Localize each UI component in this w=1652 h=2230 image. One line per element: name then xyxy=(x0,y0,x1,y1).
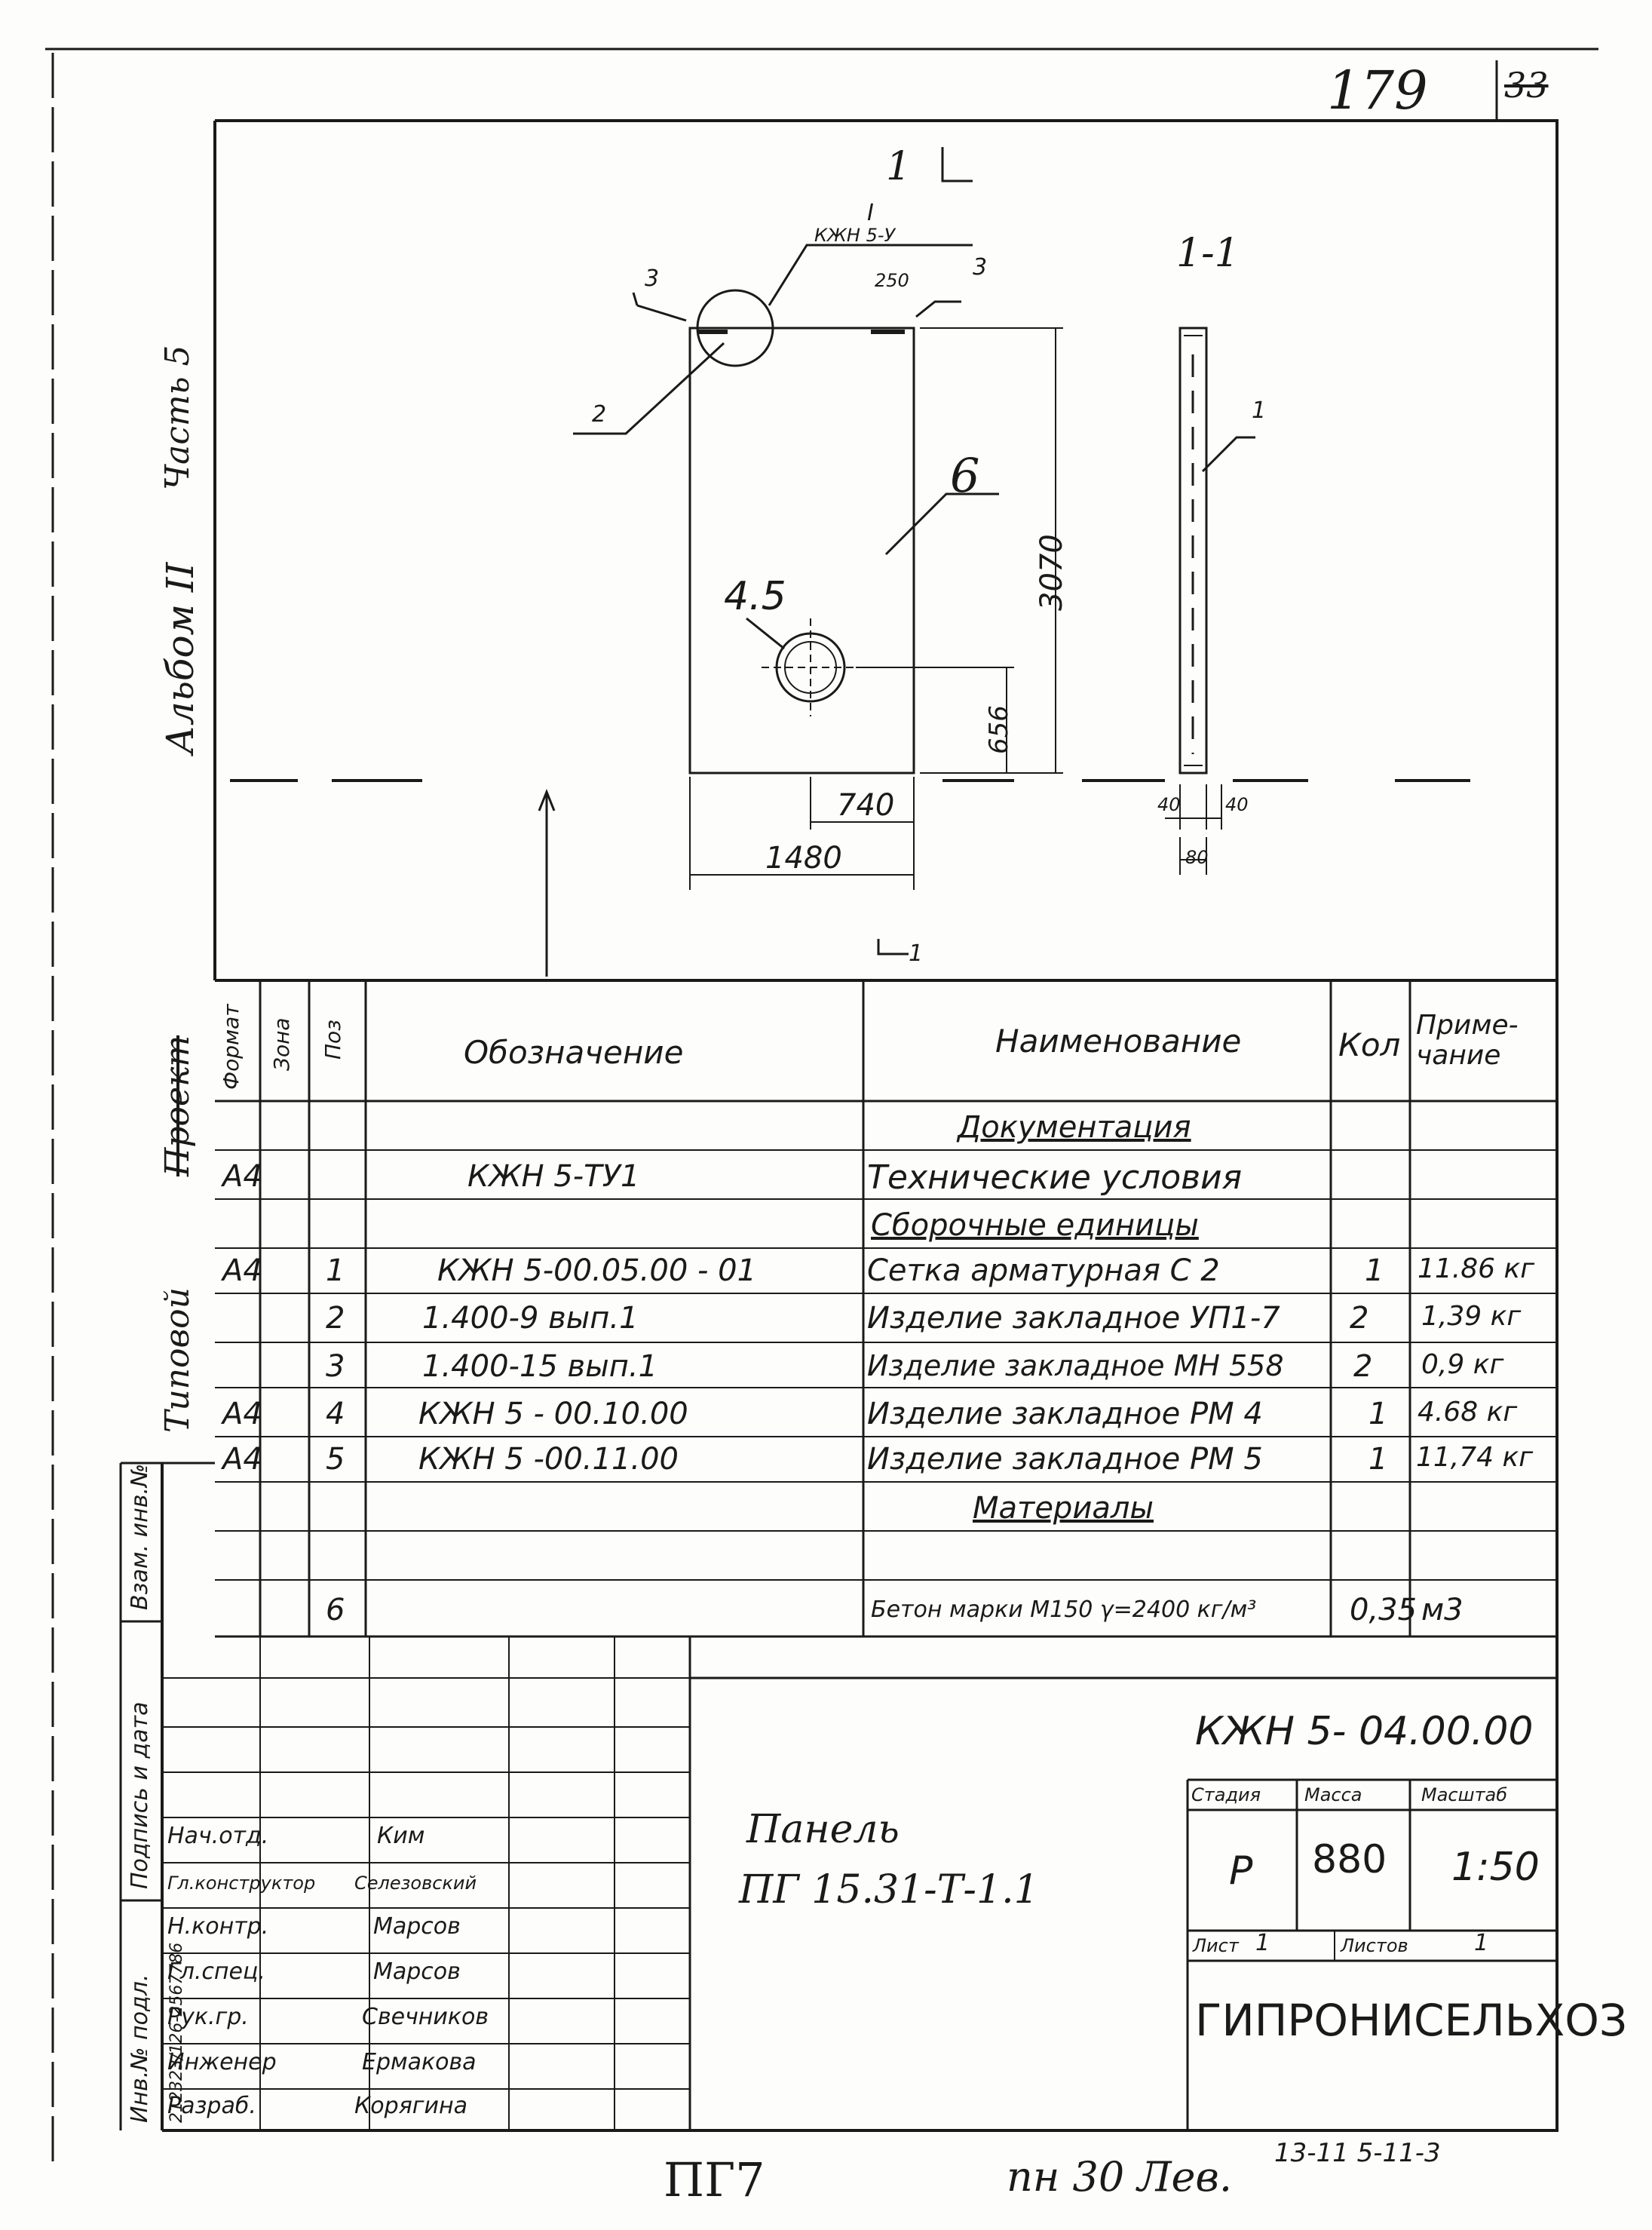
item-name-2: ПГ 15.31-Т-1.1 xyxy=(739,1867,1039,1913)
spec-row-note: м3 xyxy=(1421,1593,1464,1627)
spec-row-designation: КЖН 5-ТУ1 xyxy=(467,1159,640,1194)
dim-80: 80 xyxy=(1185,847,1209,868)
signature-name: Корягина xyxy=(354,2093,467,2119)
spec-row-note: 0,9 кг xyxy=(1421,1349,1504,1380)
spec-row-designation: 1.400-9 вып.1 xyxy=(422,1301,639,1336)
pos-2: 2 xyxy=(592,401,607,428)
pos-3-left: 3 xyxy=(645,265,660,292)
spec-row-pos: 5 xyxy=(326,1442,345,1477)
stamp-sign-label: Подпись и дата xyxy=(127,1701,153,1889)
spec-row-qty: 2 xyxy=(1353,1349,1373,1384)
dim-250: 250 xyxy=(875,270,909,291)
spec-row-section: Материалы xyxy=(973,1491,1154,1526)
scale-value: 1:50 xyxy=(1451,1845,1540,1890)
header-note: Приме-чание xyxy=(1416,1010,1519,1071)
sheet-value: 1 xyxy=(1255,1930,1270,1956)
header-pos: Поз xyxy=(320,1019,345,1060)
stamp-inv-label: Инв.№ подл. xyxy=(127,1974,153,2123)
bottom-code: ПГ7 xyxy=(664,2152,765,2207)
part-label: Часть 5 xyxy=(158,345,197,490)
dim-740: 740 xyxy=(837,788,895,823)
sheet-number: 179 xyxy=(1327,60,1428,121)
org-name: ГИПРОНИСЕЛЬХОЗ xyxy=(1195,1995,1628,2046)
signature-name: Свечников xyxy=(362,2004,489,2030)
spec-row-pos: 1 xyxy=(326,1253,345,1288)
pos-4-5: 4.5 xyxy=(724,574,786,619)
spec-row-pos: 4 xyxy=(326,1397,345,1431)
spec-row-pos: 3 xyxy=(326,1349,345,1384)
dim-40-right: 40 xyxy=(1225,794,1249,815)
project-label: Проект xyxy=(158,1035,197,1176)
section-label-bottom: 1 xyxy=(909,940,924,967)
scale-label: Масштаб xyxy=(1421,1784,1508,1805)
spec-row-name: Изделие закладное МН 558 xyxy=(867,1349,1284,1382)
sheets-value: 1 xyxy=(1474,1930,1489,1956)
spec-row-qty: 2 xyxy=(1350,1301,1369,1336)
pos-3-right: 3 xyxy=(973,254,988,281)
signature-role: Н.контр. xyxy=(167,1913,269,1940)
spec-row-note: 11.86 кг xyxy=(1418,1253,1535,1284)
stamp-inv-value: 212323/126-2567786 xyxy=(167,1942,186,2123)
item-name-1: Панель xyxy=(746,1807,900,1852)
mass-label: Масса xyxy=(1304,1784,1362,1805)
spec-row-qty: 0,35 xyxy=(1350,1593,1418,1627)
pos-1: 1 xyxy=(1252,397,1267,424)
node-ref: КЖН 5-У xyxy=(814,225,896,246)
spec-row-designation: КЖН 5 - 00.10.00 xyxy=(418,1397,688,1431)
spec-row-designation: КЖН 5-00.05.00 - 01 xyxy=(437,1253,757,1288)
sheet-number-old: 33 xyxy=(1504,65,1549,106)
typical-label: Типовой xyxy=(158,1287,197,1433)
spec-row-pos: 6 xyxy=(326,1593,345,1627)
header-designation: Обозначение xyxy=(464,1034,684,1071)
spec-row-section: Сборочные единицы xyxy=(871,1208,1199,1243)
header-format: Формат xyxy=(219,1004,244,1090)
signature-role: Рук.гр. xyxy=(167,2004,249,2030)
pos-6: 6 xyxy=(950,448,980,503)
spec-row-qty: 1 xyxy=(1368,1442,1388,1477)
spec-row-note: 4.68 кг xyxy=(1418,1397,1518,1428)
signature-role: Гл.конструктор xyxy=(167,1873,316,1894)
sheet-label: Лист xyxy=(1193,1935,1239,1956)
header-name: Наименование xyxy=(995,1023,1242,1060)
dim-40-left: 40 xyxy=(1157,794,1181,815)
mass-value: 880 xyxy=(1312,1837,1387,1882)
signature-name: Марсов xyxy=(373,1959,461,1985)
stamp-vzam-label: Взам. инв.№ xyxy=(127,1463,153,1610)
signature-name: Ким xyxy=(377,1823,425,1849)
header-zone: Зона xyxy=(269,1017,294,1071)
spec-row-format: А4 xyxy=(222,1253,262,1288)
signature-name: Селезовский xyxy=(354,1873,477,1894)
spec-row-format: А4 xyxy=(222,1159,262,1194)
stage-label: Стадия xyxy=(1191,1784,1261,1805)
spec-row-pos: 2 xyxy=(326,1301,345,1336)
spec-row-name: Изделие закладное УП1-7 xyxy=(867,1301,1280,1336)
spec-row-qty: 1 xyxy=(1368,1397,1388,1431)
spec-row-name: Бетон марки М150 γ=2400 кг/м³ xyxy=(871,1597,1257,1623)
doc-code: КЖН 5- 04.00.00 xyxy=(1195,1709,1534,1754)
dim-3070: 3070 xyxy=(1034,534,1069,611)
spec-row-format: А4 xyxy=(222,1397,262,1431)
spec-row-designation: 1.400-15 вып.1 xyxy=(422,1349,658,1384)
spec-row-note: 1,39 кг xyxy=(1421,1301,1522,1332)
node-label: I xyxy=(867,200,874,226)
sheets-label: Листов xyxy=(1341,1935,1408,1956)
signature-role: Инженер xyxy=(167,2049,277,2075)
spec-row-name: Изделие закладное РМ 5 xyxy=(867,1442,1263,1477)
signature-role: Гл.спец. xyxy=(167,1959,265,1985)
signature-role: Разраб. xyxy=(167,2093,256,2119)
section-label-top: 1 xyxy=(886,144,912,189)
spec-row-designation: КЖН 5 -00.11.00 xyxy=(418,1442,679,1477)
stage-value: Р xyxy=(1229,1848,1253,1894)
spec-row-name: Сетка арматурная С 2 xyxy=(867,1253,1220,1288)
signature-name: Марсов xyxy=(373,1913,461,1940)
dim-656: 656 xyxy=(984,705,1014,754)
album-label: Альбом II xyxy=(158,562,202,754)
section-view-title: 1-1 xyxy=(1176,231,1240,276)
spec-row-qty: 1 xyxy=(1365,1253,1384,1288)
bottom-note: пн 30 Лев. xyxy=(1007,2153,1233,2201)
spec-row-format: А4 xyxy=(222,1442,262,1477)
spec-row-name: Технические условия xyxy=(867,1158,1243,1197)
spec-row-section: Документация xyxy=(958,1110,1191,1145)
signature-name: Ермакова xyxy=(362,2049,477,2075)
spec-row-note: 11,74 кг xyxy=(1416,1442,1534,1473)
header-qty: Кол xyxy=(1338,1026,1401,1063)
dim-1480: 1480 xyxy=(765,841,842,876)
signature-role: Нач.отд. xyxy=(167,1823,269,1849)
spec-row-name: Изделие закладное РМ 4 xyxy=(867,1397,1263,1431)
album-code: 13-11 5-11-3 xyxy=(1274,2138,1441,2168)
